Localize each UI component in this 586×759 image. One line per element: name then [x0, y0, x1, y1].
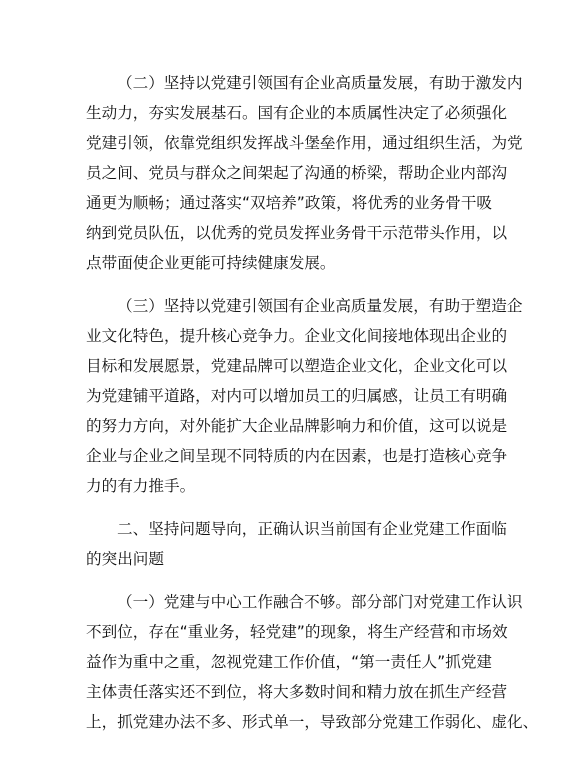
- text-line: 点带面使企业更能可持续健康发展。: [86, 254, 336, 272]
- text-line: 目标和发展愿景，党建品牌可以塑造企业文化，企业文化可以: [86, 357, 508, 375]
- text-line: 的努力方向，对外能扩大企业品牌影响力和价值，这可以说是: [86, 417, 508, 435]
- paragraph-integration-issue: [86, 587, 539, 737]
- section-heading-problem-orientation: [86, 514, 506, 574]
- text-line: 不到位，存在“重业务，轻党建”的现象，将生产经营和市场效: [86, 623, 508, 641]
- text-line: 通更为顺畅；通过落实“双培养”政策，将优秀的业务骨干吸: [86, 194, 493, 212]
- text-line: 生动力，夯实发展基石。国有企业的本质属性决定了必须强化: [86, 104, 508, 122]
- text-line: 业文化特色，提升核心竞争力。企业文化间接地体现出企业的: [86, 327, 508, 345]
- text-line: （三）坚持以党建引领国有企业高质量发展，有助于塑造企: [117, 297, 523, 315]
- document-body: [86, 68, 539, 750]
- text-line: 党建引领，依靠党组织发挥战斗堡垒作用，通过组织生活，为党: [86, 134, 523, 152]
- text-line: 上，抓党建办法不多、形式单一，导致部分党建工作弱化、虚化、: [86, 713, 539, 731]
- text-line: 企业与企业之间呈现不同特质的内在因素，也是打造核心竞争: [86, 447, 508, 465]
- text-line: 益作为重中之重，忽视党建工作价值，“第一责任人”抓党建: [86, 653, 493, 671]
- text-line: 为党建铺平道路，对内可以增加员工的归属感，让员工有明确: [86, 387, 508, 405]
- text-line: 纳到党员队伍，以优秀的党员发挥业务骨干示范带头作用，以: [86, 224, 508, 242]
- heading-line: 的突出问题: [86, 550, 164, 568]
- text-line: （一）党建与中心工作融合不够。部分部门对党建工作认识: [117, 593, 523, 611]
- text-line: （二）坚持以党建引领国有企业高质量发展，有助于激发内: [117, 74, 523, 92]
- heading-line: 二、坚持问题导向，正确认识当前国有企业党建工作面临: [117, 520, 507, 538]
- text-line: 主体责任落实还不到位，将大多数时间和精力放在抓生产经营: [86, 683, 508, 701]
- paragraph-party-building-vitality: [86, 68, 523, 278]
- paragraph-corporate-culture: [86, 291, 523, 501]
- text-line: 员之间、党员与群众之间架起了沟通的桥梁，帮助企业内部沟: [86, 164, 508, 182]
- text-line: 力的有力推手。: [86, 477, 196, 495]
